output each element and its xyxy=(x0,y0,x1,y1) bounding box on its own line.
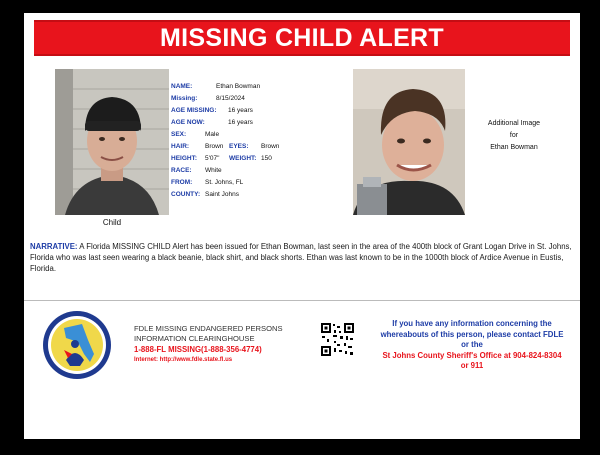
county-label: COUNTY: xyxy=(171,191,201,198)
county-value: Saint Johns xyxy=(205,191,239,198)
contact-info xyxy=(364,319,580,372)
child-photo xyxy=(55,69,169,215)
sex-value: Male xyxy=(205,131,220,138)
age-now-label: AGE NOW: xyxy=(171,119,205,126)
from-value: St. Johns, FL xyxy=(205,179,244,186)
contact-line5: or 911 xyxy=(460,361,484,370)
fdle-website-link[interactable]: Internet: http://www.fdle.state.fl.us xyxy=(134,357,233,363)
fdle-org-line1: FDLE MISSING ENDANGERED PERSONS xyxy=(134,324,283,333)
alert-poster xyxy=(24,13,580,439)
race-label: RACE: xyxy=(171,167,192,174)
fdle-phone: 1-888-FL MISSING(1-888-356-4774) xyxy=(134,345,262,354)
additional-photo-caption xyxy=(472,118,556,154)
qr-code[interactable] xyxy=(320,322,355,357)
fdle-org-line2: INFORMATION CLEARINGHOUSE xyxy=(134,334,255,343)
weight-label: WEIGHT: xyxy=(229,155,257,162)
height-label: HEIGHT: xyxy=(171,155,197,162)
additional-photo xyxy=(353,69,465,215)
name-value: Ethan Bowman xyxy=(216,83,261,90)
eyes-label: EYES: xyxy=(229,143,249,150)
age-missing-label: AGE MISSING: xyxy=(171,107,217,114)
age-missing-value: 16 years xyxy=(228,107,253,114)
hair-label: HAIR: xyxy=(171,143,190,150)
race-value: White xyxy=(205,167,222,174)
clearinghouse-logo xyxy=(42,310,112,380)
eyes-value: Brown xyxy=(261,143,280,150)
name-label: NAME: xyxy=(171,83,193,90)
weight-value: 150 xyxy=(261,155,272,162)
fdle-info xyxy=(134,324,283,365)
contact-line3: or the xyxy=(461,340,483,349)
missing-value: 8/15/2024 xyxy=(216,95,245,102)
hair-value: Brown xyxy=(205,143,224,150)
age-now-value: 16 years xyxy=(228,119,253,126)
contact-line1: If you have any information concerning the xyxy=(392,319,552,328)
contact-line4: St Johns County Sheriff's Office at 904-824-8304 xyxy=(382,350,562,360)
height-value: 5'07" xyxy=(205,155,220,162)
sex-label: SEX: xyxy=(171,131,187,138)
from-label: FROM: xyxy=(171,179,193,186)
narrative xyxy=(24,241,580,274)
divider xyxy=(24,300,580,301)
additional-caption-line3: Ethan Bowman xyxy=(490,144,538,151)
narrative-text: A Florida MISSING CHILD Alert has been issued for Ethan Bowman, last seen in the area of the 400th block of Grant Logan Drive in St. Johns, Florida who was last seen wearing a black beanie, black shirt, and black shorts. Ethan was last known to be in the 1000th block of Ardice Avenue in Eustis, Florida. xyxy=(30,242,572,273)
narrative-label: NARRATIVE: xyxy=(30,242,78,251)
contact-line2: whereabouts of this person, please contact FDLE xyxy=(380,329,564,339)
missing-label: Missing: xyxy=(171,95,198,102)
additional-caption-line2: for xyxy=(509,132,519,139)
alert-banner: MISSING CHILD ALERT xyxy=(34,20,570,56)
child-photo-caption: Child xyxy=(102,218,122,227)
additional-caption-line1: Additional Image xyxy=(487,120,541,127)
